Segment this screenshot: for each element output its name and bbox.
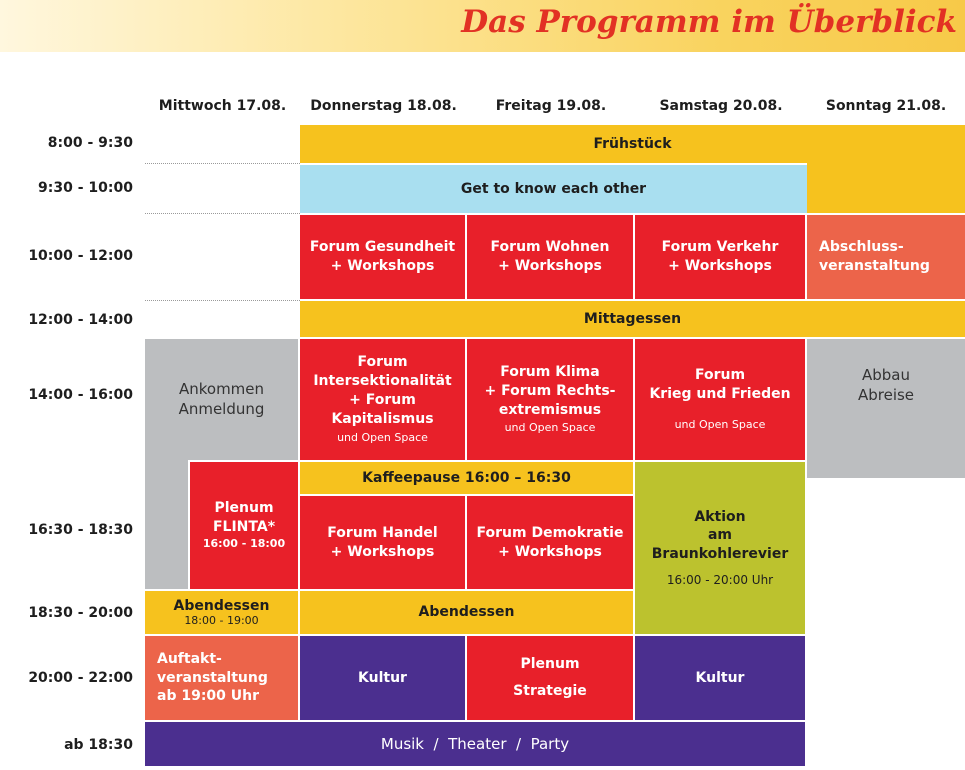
event-label: Plenum — [214, 500, 274, 517]
title-banner — [0, 0, 965, 52]
event-kultur-thursday — [300, 636, 465, 720]
event-auftaktveranstaltung — [145, 636, 298, 720]
event-label: + Forum — [349, 392, 416, 409]
event-label: extremismus — [498, 401, 602, 418]
sunday-breakfast-extension — [807, 163, 965, 213]
event-label: Anmeldung — [178, 400, 265, 419]
event-label: Kultur — [695, 669, 745, 686]
event-plenum-strategie — [467, 636, 633, 720]
event-get-to-know — [300, 165, 807, 213]
event-forum-demokratie — [467, 496, 633, 589]
page-title: Das Programm im Überblick — [461, 4, 957, 40]
time-label: 14:00 - 16:00 — [28, 387, 133, 403]
time-label: 12:00 - 14:00 — [28, 312, 133, 328]
event-forum-gesundheit — [300, 215, 465, 299]
event-label: Kapitalismus — [331, 410, 434, 427]
row-separator — [145, 300, 300, 301]
row-separator — [145, 163, 300, 164]
event-label: Forum Wohnen — [490, 239, 610, 256]
event-label: Abschluss- — [819, 239, 904, 256]
event-note: und Open Space — [504, 421, 596, 435]
event-mittagessen — [300, 301, 965, 337]
day-header-sunday: Sonntag 21.08. — [825, 98, 947, 114]
day-header-wednesday: Mittwoch 17.08. — [158, 98, 287, 114]
event-forum-krieg-frieden — [635, 339, 805, 460]
event-label: Abendessen — [173, 597, 270, 614]
event-label: + Forum Rechts- — [484, 382, 616, 399]
event-label: + Workshops — [330, 543, 435, 560]
event-abbau-abreise — [807, 339, 965, 478]
event-forum-klima — [467, 339, 633, 460]
event-label: Kaffeepause 16:00 – 16:30 — [362, 469, 571, 486]
event-label: Forum — [357, 354, 408, 371]
event-note: und Open Space — [674, 417, 766, 431]
event-label: Plenum — [520, 656, 580, 673]
event-label: Forum Handel — [327, 524, 438, 541]
event-label: Braunkohlerevier — [651, 546, 789, 563]
row-separator — [145, 213, 300, 214]
event-fruehstueck — [300, 125, 965, 163]
event-label: Ankommen — [178, 380, 265, 398]
time-label: 16:30 - 18:30 — [28, 522, 133, 538]
event-label: Get to know each other — [460, 180, 647, 197]
event-musik-theater-party — [145, 722, 805, 766]
event-label: + Workshops — [498, 258, 602, 274]
event-label: Intersektionalität — [313, 373, 452, 390]
event-forum-verkehr — [635, 215, 805, 299]
time-label: 9:30 - 10:00 — [38, 180, 133, 196]
event-forum-intersektionalitaet — [300, 339, 465, 460]
event-label: Abreise — [857, 386, 915, 405]
time-label: 8:00 - 9:30 — [47, 135, 133, 151]
event-label: Krieg und Frieden — [649, 386, 791, 403]
event-label: Strategie — [513, 683, 587, 699]
event-label: Forum Demokratie — [476, 524, 624, 541]
event-abendessen — [300, 591, 633, 634]
event-label: Kultur — [358, 669, 407, 686]
event-label: ab 19:00 Uhr — [157, 688, 260, 705]
event-label: Mittagessen — [583, 310, 682, 327]
event-label: Abbau — [861, 366, 910, 384]
event-aktion-braunkohlerevier — [635, 462, 805, 634]
day-header-saturday: Samstag 20.08. — [659, 98, 783, 114]
event-ankommen-anmeldung — [145, 339, 298, 460]
event-label: Musik / Theater / Party — [380, 734, 570, 753]
time-label: 20:00 - 22:00 — [28, 670, 133, 686]
event-label: veranstaltung — [157, 669, 268, 686]
event-label: Aktion — [694, 508, 746, 525]
event-forum-wohnen — [467, 215, 633, 299]
event-label: + Workshops — [330, 258, 435, 274]
event-time: 16:00 - 18:00 — [202, 536, 286, 550]
event-plenum-flinta — [190, 462, 298, 589]
event-label: Forum Gesundheit — [309, 239, 456, 256]
event-label: + Workshops — [668, 258, 772, 274]
event-kaffeepause — [300, 462, 633, 494]
day-header-thursday: Donnerstag 18.08. — [310, 98, 457, 114]
event-label: Auftakt- — [157, 650, 222, 667]
event-forum-handel — [300, 496, 465, 589]
event-label: Forum Verkehr — [661, 239, 779, 256]
event-label: + Workshops — [498, 543, 602, 560]
time-label: 18:30 - 20:00 — [28, 605, 133, 621]
time-label: 10:00 - 12:00 — [28, 248, 133, 264]
event-label: Forum — [694, 367, 746, 384]
event-label: Abendessen — [418, 604, 515, 621]
event-abschlussveranstaltung — [807, 215, 965, 299]
arrival-block-extension — [145, 460, 188, 589]
event-label: Frühstück — [593, 135, 672, 152]
event-label: veranstaltung — [819, 258, 930, 274]
event-label: Forum Klima — [500, 363, 600, 380]
event-label: am — [707, 527, 733, 544]
event-abendessen-wednesday — [145, 591, 298, 634]
time-label: ab 18:30 — [64, 737, 133, 753]
event-note: und Open Space — [337, 430, 428, 444]
event-label: FLINTA* — [212, 519, 276, 536]
event-time: 18:00 - 19:00 — [184, 614, 259, 628]
event-kultur-saturday — [635, 636, 805, 720]
day-header-friday: Freitag 19.08. — [495, 98, 607, 114]
event-time: 16:00 - 20:00 Uhr — [666, 573, 774, 588]
